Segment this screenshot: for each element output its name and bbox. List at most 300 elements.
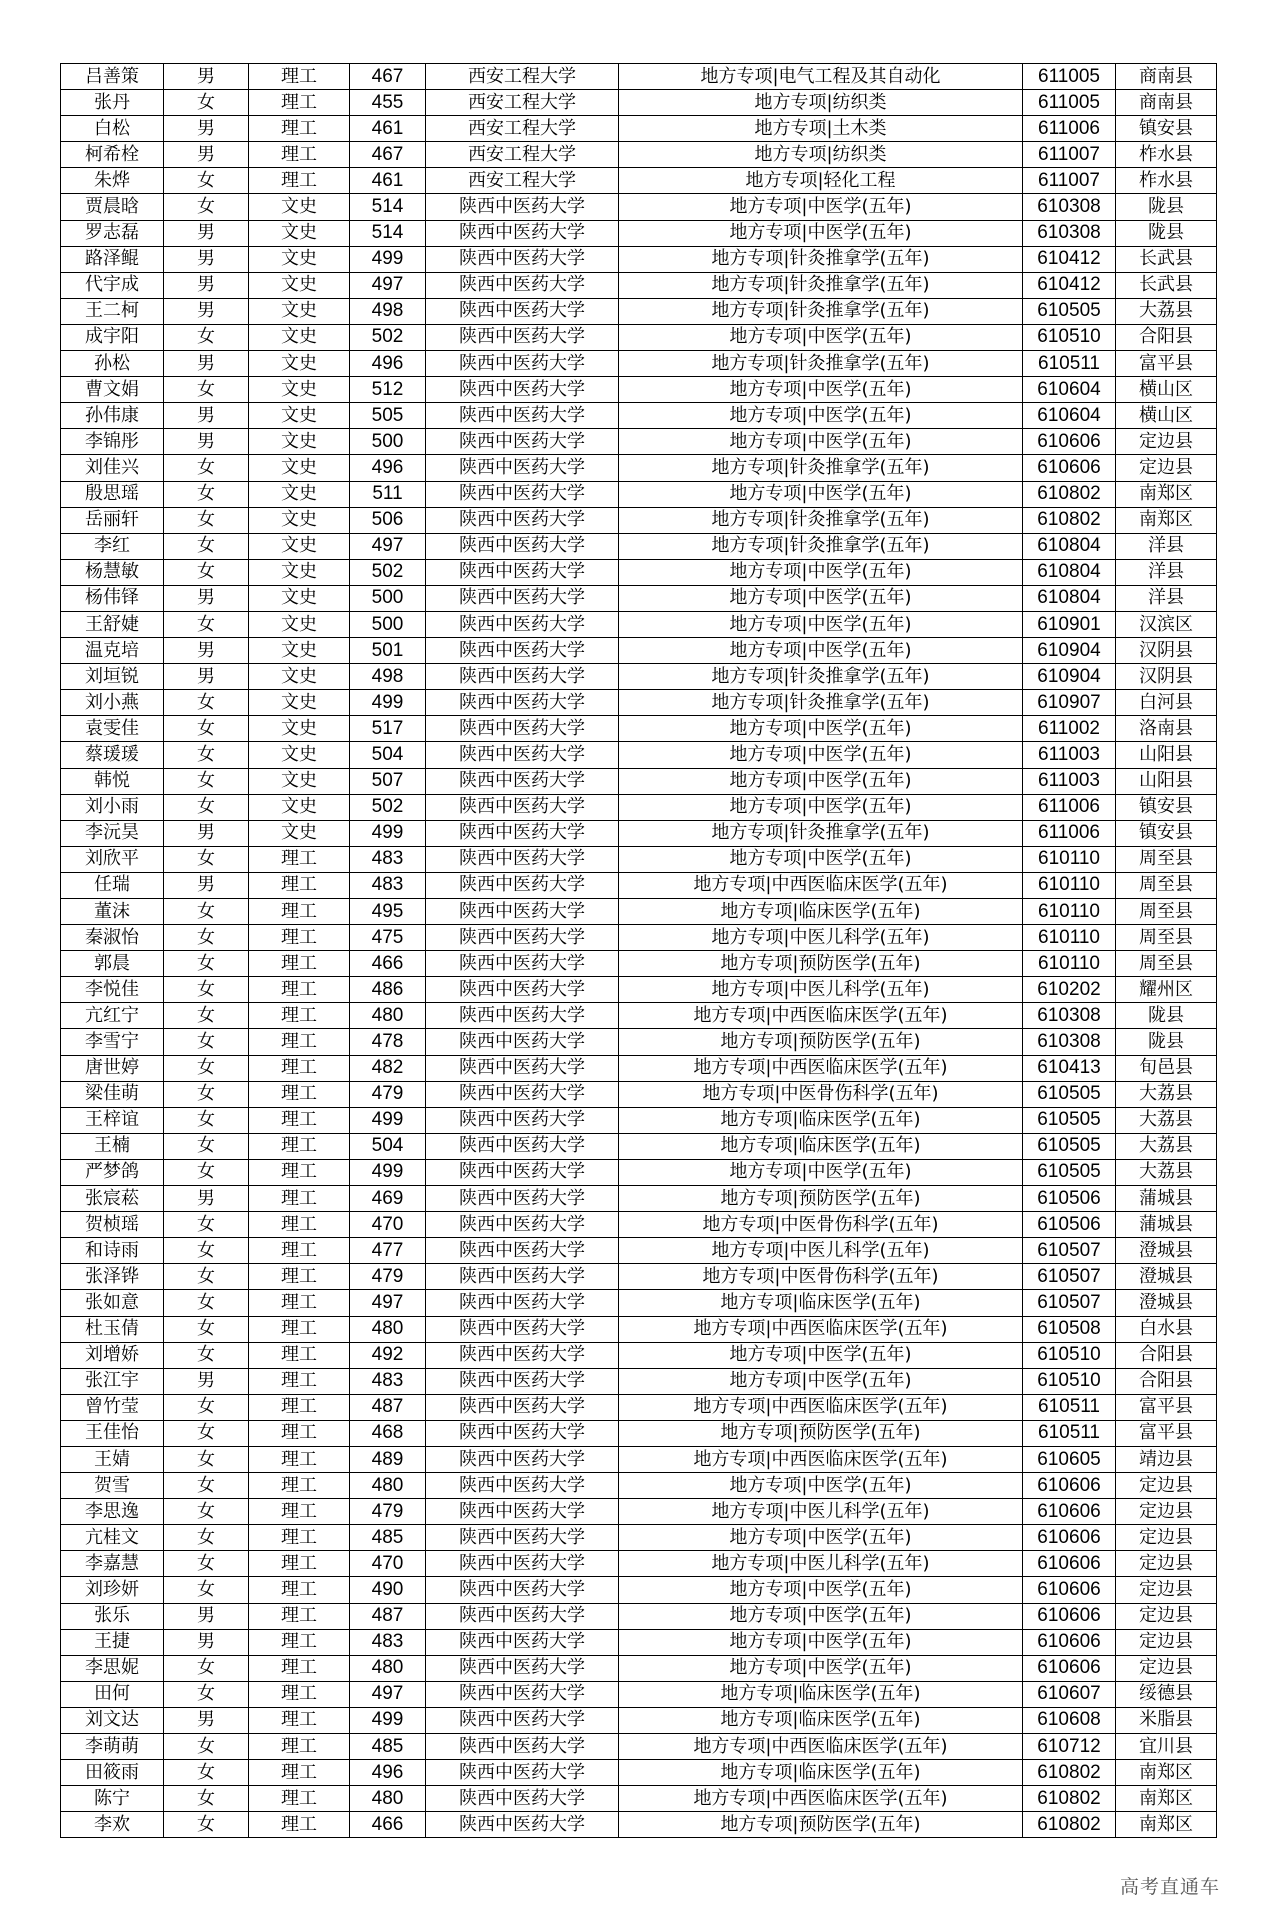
university-cell: 陕西中医药大学 bbox=[426, 585, 619, 611]
score-cell: 502 bbox=[350, 324, 426, 350]
category-cell: 文史 bbox=[249, 429, 350, 455]
county-cell: 镇安县 bbox=[1116, 794, 1217, 820]
university-cell: 陕西中医药大学 bbox=[426, 1238, 619, 1264]
university-cell: 陕西中医药大学 bbox=[426, 794, 619, 820]
score-cell: 468 bbox=[350, 1420, 426, 1446]
university-cell: 陕西中医药大学 bbox=[426, 298, 619, 324]
category-cell: 理工 bbox=[249, 142, 350, 168]
university-cell: 陕西中医药大学 bbox=[426, 1629, 619, 1655]
score-cell: 497 bbox=[350, 272, 426, 298]
table-row bbox=[61, 794, 1217, 820]
code-cell: 610907 bbox=[1023, 690, 1116, 716]
category-cell: 理工 bbox=[249, 1316, 350, 1342]
name-cell: 严梦鸽 bbox=[61, 1159, 164, 1185]
code-cell: 610606 bbox=[1023, 1603, 1116, 1629]
score-cell: 497 bbox=[350, 1681, 426, 1707]
major-cell: 地方专项|临床医学(五年) bbox=[619, 1707, 1023, 1733]
county-cell: 长武县 bbox=[1116, 272, 1217, 298]
score-cell: 487 bbox=[350, 1394, 426, 1420]
county-cell: 陇县 bbox=[1116, 1029, 1217, 1055]
table-row bbox=[61, 142, 1217, 168]
category-cell: 理工 bbox=[249, 1003, 350, 1029]
university-cell: 陕西中医药大学 bbox=[426, 820, 619, 846]
gender-cell: 女 bbox=[164, 1394, 249, 1420]
major-cell: 地方专项|针灸推拿学(五年) bbox=[619, 533, 1023, 559]
code-cell: 611005 bbox=[1023, 64, 1116, 90]
table-row bbox=[61, 1264, 1217, 1290]
category-cell: 理工 bbox=[249, 1159, 350, 1185]
category-cell: 文史 bbox=[249, 768, 350, 794]
code-cell: 610606 bbox=[1023, 429, 1116, 455]
name-cell: 郭晨 bbox=[61, 951, 164, 977]
category-cell: 文史 bbox=[249, 742, 350, 768]
gender-cell: 女 bbox=[164, 1212, 249, 1238]
name-cell: 曹文娟 bbox=[61, 377, 164, 403]
category-cell: 文史 bbox=[249, 481, 350, 507]
name-cell: 张乐 bbox=[61, 1603, 164, 1629]
table-row bbox=[61, 690, 1217, 716]
university-cell: 陕西中医药大学 bbox=[426, 690, 619, 716]
category-cell: 文史 bbox=[249, 324, 350, 350]
name-cell: 陈宁 bbox=[61, 1786, 164, 1812]
gender-cell: 女 bbox=[164, 1446, 249, 1472]
table-row bbox=[61, 611, 1217, 637]
gender-cell: 女 bbox=[164, 1107, 249, 1133]
category-cell: 理工 bbox=[249, 872, 350, 898]
category-cell: 理工 bbox=[249, 1760, 350, 1786]
county-cell: 定边县 bbox=[1116, 1629, 1217, 1655]
gender-cell: 女 bbox=[164, 1133, 249, 1159]
code-cell: 610802 bbox=[1023, 1760, 1116, 1786]
county-cell: 白河县 bbox=[1116, 690, 1217, 716]
category-cell: 理工 bbox=[249, 1342, 350, 1368]
name-cell: 柯希栓 bbox=[61, 142, 164, 168]
major-cell: 地方专项|轻化工程 bbox=[619, 168, 1023, 194]
code-cell: 610606 bbox=[1023, 1499, 1116, 1525]
score-cell: 479 bbox=[350, 1081, 426, 1107]
table-row bbox=[61, 1003, 1217, 1029]
university-cell: 陕西中医药大学 bbox=[426, 1107, 619, 1133]
county-cell: 商南县 bbox=[1116, 64, 1217, 90]
code-cell: 611003 bbox=[1023, 742, 1116, 768]
major-cell: 地方专项|中西医临床医学(五年) bbox=[619, 1055, 1023, 1081]
name-cell: 岳丽轩 bbox=[61, 507, 164, 533]
score-cell: 470 bbox=[350, 1551, 426, 1577]
county-cell: 富平县 bbox=[1116, 1394, 1217, 1420]
score-cell: 489 bbox=[350, 1446, 426, 1472]
table-row bbox=[61, 1212, 1217, 1238]
category-cell: 文史 bbox=[249, 664, 350, 690]
category-cell: 理工 bbox=[249, 977, 350, 1003]
gender-cell: 女 bbox=[164, 846, 249, 872]
table-row bbox=[61, 951, 1217, 977]
name-cell: 田何 bbox=[61, 1681, 164, 1707]
score-cell: 495 bbox=[350, 899, 426, 925]
major-cell: 地方专项|中西医临床医学(五年) bbox=[619, 1394, 1023, 1420]
gender-cell: 男 bbox=[164, 820, 249, 846]
name-cell: 任瑞 bbox=[61, 872, 164, 898]
name-cell: 蔡瑗瑗 bbox=[61, 742, 164, 768]
code-cell: 610202 bbox=[1023, 977, 1116, 1003]
table-row bbox=[61, 1603, 1217, 1629]
code-cell: 610604 bbox=[1023, 377, 1116, 403]
code-cell: 610505 bbox=[1023, 1159, 1116, 1185]
university-cell: 陕西中医药大学 bbox=[426, 1603, 619, 1629]
name-cell: 秦淑怡 bbox=[61, 925, 164, 951]
university-cell: 陕西中医药大学 bbox=[426, 951, 619, 977]
category-cell: 文史 bbox=[249, 559, 350, 585]
name-cell: 朱烨 bbox=[61, 168, 164, 194]
name-cell: 亢桂文 bbox=[61, 1525, 164, 1551]
name-cell: 李嘉慧 bbox=[61, 1551, 164, 1577]
gender-cell: 女 bbox=[164, 1055, 249, 1081]
score-cell: 499 bbox=[350, 1159, 426, 1185]
score-cell: 478 bbox=[350, 1029, 426, 1055]
gender-cell: 女 bbox=[164, 1473, 249, 1499]
category-cell: 文史 bbox=[249, 507, 350, 533]
table-row bbox=[61, 1551, 1217, 1577]
university-cell: 陕西中医药大学 bbox=[426, 925, 619, 951]
university-cell: 陕西中医药大学 bbox=[426, 1186, 619, 1212]
major-cell: 地方专项|针灸推拿学(五年) bbox=[619, 664, 1023, 690]
code-cell: 610604 bbox=[1023, 403, 1116, 429]
category-cell: 理工 bbox=[249, 116, 350, 142]
name-cell: 刘小雨 bbox=[61, 794, 164, 820]
category-cell: 理工 bbox=[249, 1107, 350, 1133]
code-cell: 610308 bbox=[1023, 194, 1116, 220]
university-cell: 陕西中医药大学 bbox=[426, 1081, 619, 1107]
major-cell: 地方专项|中医骨伤科学(五年) bbox=[619, 1081, 1023, 1107]
university-cell: 陕西中医药大学 bbox=[426, 1264, 619, 1290]
major-cell: 地方专项|预防医学(五年) bbox=[619, 1812, 1023, 1838]
gender-cell: 女 bbox=[164, 1081, 249, 1107]
county-cell: 周至县 bbox=[1116, 925, 1217, 951]
code-cell: 610606 bbox=[1023, 1551, 1116, 1577]
major-cell: 地方专项|针灸推拿学(五年) bbox=[619, 690, 1023, 716]
gender-cell: 女 bbox=[164, 1342, 249, 1368]
score-cell: 466 bbox=[350, 1812, 426, 1838]
code-cell: 610110 bbox=[1023, 846, 1116, 872]
name-cell: 张丹 bbox=[61, 90, 164, 116]
code-cell: 610510 bbox=[1023, 324, 1116, 350]
university-cell: 陕西中医药大学 bbox=[426, 1316, 619, 1342]
county-cell: 绥德县 bbox=[1116, 1681, 1217, 1707]
code-cell: 610412 bbox=[1023, 272, 1116, 298]
category-cell: 文史 bbox=[249, 220, 350, 246]
county-cell: 洋县 bbox=[1116, 585, 1217, 611]
county-cell: 澄城县 bbox=[1116, 1290, 1217, 1316]
category-cell: 理工 bbox=[249, 1786, 350, 1812]
major-cell: 地方专项|中医学(五年) bbox=[619, 1368, 1023, 1394]
major-cell: 地方专项|中医学(五年) bbox=[619, 742, 1023, 768]
county-cell: 横山区 bbox=[1116, 377, 1217, 403]
gender-cell: 男 bbox=[164, 1603, 249, 1629]
code-cell: 610506 bbox=[1023, 1212, 1116, 1238]
university-cell: 陕西中医药大学 bbox=[426, 507, 619, 533]
table-row bbox=[61, 899, 1217, 925]
code-cell: 610505 bbox=[1023, 1107, 1116, 1133]
county-cell: 南郑区 bbox=[1116, 481, 1217, 507]
university-cell: 西安工程大学 bbox=[426, 142, 619, 168]
county-cell: 陇县 bbox=[1116, 220, 1217, 246]
gender-cell: 男 bbox=[164, 1629, 249, 1655]
university-cell: 陕西中医药大学 bbox=[426, 1760, 619, 1786]
university-cell: 陕西中医药大学 bbox=[426, 194, 619, 220]
gender-cell: 女 bbox=[164, 1760, 249, 1786]
name-cell: 刘珍妍 bbox=[61, 1577, 164, 1603]
score-cell: 507 bbox=[350, 768, 426, 794]
gender-cell: 女 bbox=[164, 1003, 249, 1029]
university-cell: 陕西中医药大学 bbox=[426, 1525, 619, 1551]
major-cell: 地方专项|针灸推拿学(五年) bbox=[619, 507, 1023, 533]
score-cell: 467 bbox=[350, 64, 426, 90]
county-cell: 大荔县 bbox=[1116, 1107, 1217, 1133]
name-cell: 王捷 bbox=[61, 1629, 164, 1655]
table-row bbox=[61, 1029, 1217, 1055]
gender-cell: 男 bbox=[164, 1368, 249, 1394]
university-cell: 陕西中医药大学 bbox=[426, 611, 619, 637]
name-cell: 韩悦 bbox=[61, 768, 164, 794]
county-cell: 旬邑县 bbox=[1116, 1055, 1217, 1081]
university-cell: 陕西中医药大学 bbox=[426, 1473, 619, 1499]
score-cell: 514 bbox=[350, 220, 426, 246]
gender-cell: 男 bbox=[164, 872, 249, 898]
county-cell: 周至县 bbox=[1116, 872, 1217, 898]
county-cell: 周至县 bbox=[1116, 899, 1217, 925]
university-cell: 陕西中医药大学 bbox=[426, 1577, 619, 1603]
county-cell: 山阳县 bbox=[1116, 768, 1217, 794]
major-cell: 地方专项|中医学(五年) bbox=[619, 324, 1023, 350]
table-row bbox=[61, 1290, 1217, 1316]
county-cell: 合阳县 bbox=[1116, 324, 1217, 350]
name-cell: 温克培 bbox=[61, 638, 164, 664]
major-cell: 地方专项|中医学(五年) bbox=[619, 1342, 1023, 1368]
county-cell: 汉阴县 bbox=[1116, 638, 1217, 664]
score-cell: 485 bbox=[350, 1525, 426, 1551]
code-cell: 610507 bbox=[1023, 1264, 1116, 1290]
university-cell: 陕西中医药大学 bbox=[426, 638, 619, 664]
name-cell: 杨慧敏 bbox=[61, 559, 164, 585]
table-row bbox=[61, 925, 1217, 951]
major-cell: 地方专项|中医学(五年) bbox=[619, 377, 1023, 403]
name-cell: 王婧 bbox=[61, 1446, 164, 1472]
category-cell: 理工 bbox=[249, 925, 350, 951]
gender-cell: 女 bbox=[164, 977, 249, 1003]
gender-cell: 女 bbox=[164, 90, 249, 116]
university-cell: 陕西中医药大学 bbox=[426, 1681, 619, 1707]
gender-cell: 男 bbox=[164, 272, 249, 298]
gender-cell: 女 bbox=[164, 690, 249, 716]
table-row bbox=[61, 168, 1217, 194]
code-cell: 610412 bbox=[1023, 246, 1116, 272]
county-cell: 蒲城县 bbox=[1116, 1212, 1217, 1238]
category-cell: 文史 bbox=[249, 690, 350, 716]
major-cell: 地方专项|预防医学(五年) bbox=[619, 1029, 1023, 1055]
major-cell: 地方专项|中医学(五年) bbox=[619, 1577, 1023, 1603]
score-cell: 505 bbox=[350, 403, 426, 429]
major-cell: 地方专项|中医儿科学(五年) bbox=[619, 1551, 1023, 1577]
county-cell: 横山区 bbox=[1116, 403, 1217, 429]
category-cell: 理工 bbox=[249, 1238, 350, 1264]
category-cell: 文史 bbox=[249, 298, 350, 324]
score-cell: 483 bbox=[350, 872, 426, 898]
score-cell: 483 bbox=[350, 846, 426, 872]
county-cell: 商南县 bbox=[1116, 90, 1217, 116]
table-row bbox=[61, 403, 1217, 429]
code-cell: 610606 bbox=[1023, 1629, 1116, 1655]
county-cell: 洋县 bbox=[1116, 533, 1217, 559]
gender-cell: 女 bbox=[164, 1551, 249, 1577]
score-cell: 467 bbox=[350, 142, 426, 168]
score-cell: 480 bbox=[350, 1316, 426, 1342]
major-cell: 地方专项|临床医学(五年) bbox=[619, 1107, 1023, 1133]
table-row bbox=[61, 272, 1217, 298]
major-cell: 地方专项|临床医学(五年) bbox=[619, 1290, 1023, 1316]
county-cell: 宜川县 bbox=[1116, 1734, 1217, 1760]
gender-cell: 男 bbox=[164, 116, 249, 142]
score-cell: 496 bbox=[350, 455, 426, 481]
university-cell: 陕西中医药大学 bbox=[426, 1003, 619, 1029]
table-row bbox=[61, 1577, 1217, 1603]
table-row bbox=[61, 377, 1217, 403]
university-cell: 西安工程大学 bbox=[426, 168, 619, 194]
county-cell: 周至县 bbox=[1116, 846, 1217, 872]
code-cell: 610802 bbox=[1023, 1812, 1116, 1838]
major-cell: 地方专项|针灸推拿学(五年) bbox=[619, 820, 1023, 846]
table-row bbox=[61, 1420, 1217, 1446]
code-cell: 610804 bbox=[1023, 585, 1116, 611]
score-cell: 502 bbox=[350, 794, 426, 820]
gender-cell: 女 bbox=[164, 925, 249, 951]
gender-cell: 男 bbox=[164, 220, 249, 246]
score-cell: 497 bbox=[350, 533, 426, 559]
table-row bbox=[61, 1186, 1217, 1212]
table-row bbox=[61, 977, 1217, 1003]
county-cell: 靖边县 bbox=[1116, 1446, 1217, 1472]
table-row bbox=[61, 90, 1217, 116]
major-cell: 地方专项|针灸推拿学(五年) bbox=[619, 298, 1023, 324]
table-row bbox=[61, 429, 1217, 455]
gender-cell: 男 bbox=[164, 351, 249, 377]
gender-cell: 女 bbox=[164, 1159, 249, 1185]
code-cell: 611003 bbox=[1023, 768, 1116, 794]
category-cell: 理工 bbox=[249, 1420, 350, 1446]
gender-cell: 男 bbox=[164, 1186, 249, 1212]
county-cell: 大荔县 bbox=[1116, 1081, 1217, 1107]
table-row bbox=[61, 1107, 1217, 1133]
code-cell: 610508 bbox=[1023, 1316, 1116, 1342]
category-cell: 理工 bbox=[249, 899, 350, 925]
gender-cell: 女 bbox=[164, 324, 249, 350]
category-cell: 理工 bbox=[249, 951, 350, 977]
county-cell: 南郑区 bbox=[1116, 1812, 1217, 1838]
table-row bbox=[61, 1786, 1217, 1812]
gender-cell: 女 bbox=[164, 1316, 249, 1342]
university-cell: 陕西中医药大学 bbox=[426, 559, 619, 585]
code-cell: 610712 bbox=[1023, 1734, 1116, 1760]
score-cell: 480 bbox=[350, 1655, 426, 1681]
gender-cell: 女 bbox=[164, 899, 249, 925]
code-cell: 611005 bbox=[1023, 90, 1116, 116]
major-cell: 地方专项|中医学(五年) bbox=[619, 768, 1023, 794]
county-cell: 澄城县 bbox=[1116, 1238, 1217, 1264]
name-cell: 田筱雨 bbox=[61, 1760, 164, 1786]
name-cell: 罗志磊 bbox=[61, 220, 164, 246]
name-cell: 殷思瑶 bbox=[61, 481, 164, 507]
major-cell: 地方专项|中医学(五年) bbox=[619, 638, 1023, 664]
name-cell: 贾晨晗 bbox=[61, 194, 164, 220]
category-cell: 理工 bbox=[249, 64, 350, 90]
category-cell: 理工 bbox=[249, 1525, 350, 1551]
major-cell: 地方专项|中医学(五年) bbox=[619, 1629, 1023, 1655]
county-cell: 定边县 bbox=[1116, 1499, 1217, 1525]
county-cell: 定边县 bbox=[1116, 1577, 1217, 1603]
name-cell: 刘佳兴 bbox=[61, 455, 164, 481]
category-cell: 理工 bbox=[249, 1629, 350, 1655]
gender-cell: 女 bbox=[164, 1264, 249, 1290]
category-cell: 理工 bbox=[249, 1603, 350, 1629]
table-row bbox=[61, 820, 1217, 846]
university-cell: 陕西中医药大学 bbox=[426, 716, 619, 742]
major-cell: 地方专项|临床医学(五年) bbox=[619, 1760, 1023, 1786]
gender-cell: 女 bbox=[164, 1734, 249, 1760]
category-cell: 理工 bbox=[249, 1186, 350, 1212]
table-row bbox=[61, 298, 1217, 324]
score-cell: 466 bbox=[350, 951, 426, 977]
university-cell: 陕西中医药大学 bbox=[426, 220, 619, 246]
county-cell: 汉阴县 bbox=[1116, 664, 1217, 690]
table-row bbox=[61, 1055, 1217, 1081]
university-cell: 陕西中医药大学 bbox=[426, 1368, 619, 1394]
code-cell: 611002 bbox=[1023, 716, 1116, 742]
table-row bbox=[61, 1342, 1217, 1368]
gender-cell: 女 bbox=[164, 1420, 249, 1446]
name-cell: 李锦彤 bbox=[61, 429, 164, 455]
table-row bbox=[61, 1499, 1217, 1525]
table-row bbox=[61, 638, 1217, 664]
major-cell: 地方专项|针灸推拿学(五年) bbox=[619, 246, 1023, 272]
table-row bbox=[61, 1133, 1217, 1159]
table-row bbox=[61, 1655, 1217, 1681]
admission-table bbox=[60, 63, 1217, 1838]
table-row bbox=[61, 872, 1217, 898]
score-cell: 461 bbox=[350, 168, 426, 194]
major-cell: 地方专项|中医骨伤科学(五年) bbox=[619, 1264, 1023, 1290]
score-cell: 480 bbox=[350, 1473, 426, 1499]
major-cell: 地方专项|中医学(五年) bbox=[619, 1655, 1023, 1681]
major-cell: 地方专项|中医学(五年) bbox=[619, 559, 1023, 585]
table-row bbox=[61, 1812, 1217, 1838]
name-cell: 李萌萌 bbox=[61, 1734, 164, 1760]
table-row bbox=[61, 1681, 1217, 1707]
major-cell: 地方专项|纺织类 bbox=[619, 90, 1023, 116]
score-cell: 499 bbox=[350, 690, 426, 716]
table-row bbox=[61, 1446, 1217, 1472]
code-cell: 610606 bbox=[1023, 1655, 1116, 1681]
table-row bbox=[61, 1525, 1217, 1551]
name-cell: 孙松 bbox=[61, 351, 164, 377]
category-cell: 理工 bbox=[249, 1734, 350, 1760]
name-cell: 李欢 bbox=[61, 1812, 164, 1838]
code-cell: 610511 bbox=[1023, 1394, 1116, 1420]
county-cell: 合阳县 bbox=[1116, 1342, 1217, 1368]
score-cell: 492 bbox=[350, 1342, 426, 1368]
gender-cell: 女 bbox=[164, 716, 249, 742]
gender-cell: 女 bbox=[164, 168, 249, 194]
university-cell: 陕西中医药大学 bbox=[426, 533, 619, 559]
university-cell: 陕西中医药大学 bbox=[426, 1707, 619, 1733]
university-cell: 陕西中医药大学 bbox=[426, 768, 619, 794]
